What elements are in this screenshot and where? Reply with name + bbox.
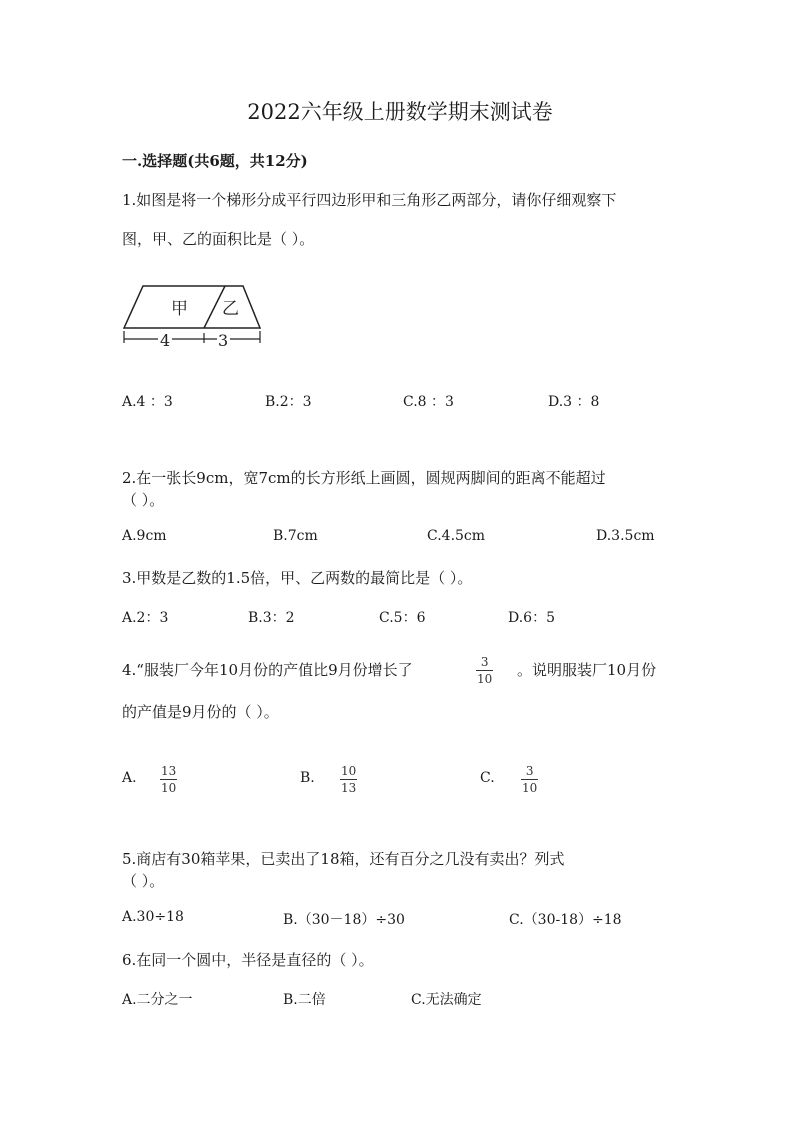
q6-option-a[interactable]: A.二分之一 (122, 992, 193, 1008)
q1-option-b[interactable]: B.2：3 (265, 394, 312, 410)
question-1-text: 1.如图是将一个梯形分成平行四边形甲和三角形乙两部分，请你仔细观察下 (122, 191, 617, 209)
fraction-numerator: 3 (525, 764, 534, 778)
trapezoid-outline (124, 286, 260, 328)
q5-option-a[interactable]: A.30÷18 (122, 909, 184, 925)
q4-option-a-label: A. (122, 770, 137, 786)
question-3-text: 3.甲数是乙数的1.5倍，甲、乙两数的最简比是（ ）。 (122, 569, 473, 587)
q5-option-c[interactable]: C.（30-18）÷18 (509, 912, 622, 928)
fraction-denominator: 10 (161, 781, 177, 795)
fraction-three-tenths (476, 655, 493, 686)
q1-option-a[interactable]: A.4 ：3 (122, 394, 173, 410)
trapezoid-figure (118, 282, 268, 352)
q5-option-b[interactable]: B.（30－18）÷30 (283, 912, 405, 928)
q4-option-c-fraction (521, 764, 538, 795)
question-5-text: 5.商店有30箱苹果，已卖出了18箱，还有百分之几没有卖出？列式 (122, 850, 565, 868)
question-4-text-continued: 的产值是9月份的（ ）。 (122, 703, 279, 721)
q4-option-c-label: C. (480, 770, 495, 786)
q4-option-a-fraction (160, 764, 177, 795)
q2-option-d[interactable]: D.3.5cm (596, 528, 655, 544)
q3-option-b[interactable]: B.3：2 (248, 610, 295, 626)
fraction-numerator: 10 (341, 764, 357, 778)
question-4-text-post: 。说明服装厂10月份 (517, 661, 657, 679)
q3-option-a[interactable]: A.2：3 (122, 610, 169, 626)
q6-option-b[interactable]: B.二倍 (283, 992, 326, 1008)
fraction-denominator: 10 (477, 672, 493, 686)
q6-option-c[interactable]: C.无法确定 (411, 992, 482, 1008)
label-jia: 甲 (171, 299, 188, 319)
q4-option-b-fraction (340, 764, 357, 795)
length-3-label: 3 (218, 331, 229, 350)
question-2-text: 2.在一张长9cm，宽7cm的长方形纸上画圆，圆规两脚间的距离不能超过 (122, 469, 606, 487)
fraction-numerator: 13 (161, 764, 177, 778)
q2-option-c[interactable]: C.4.5cm (427, 528, 486, 544)
fraction-numerator: 3 (480, 655, 489, 669)
q2-option-b[interactable]: B.7cm (273, 528, 318, 544)
question-2-text-continued: （ ）。 (122, 491, 165, 509)
fraction-denominator: 10 (522, 781, 538, 795)
q1-option-d[interactable]: D.3 ：8 (548, 394, 600, 410)
question-4-text: 4.“服装厂今年10月份的产值比9月份增长了 (122, 661, 413, 679)
fraction-denominator: 13 (341, 781, 357, 795)
q3-option-d[interactable]: D.6：5 (508, 610, 555, 626)
q1-option-c[interactable]: C.8 ：3 (403, 394, 454, 410)
q4-option-b-label: B. (300, 770, 315, 786)
section-heading: 一.选择题(共6题，共12分) (122, 152, 308, 170)
length-4-label: 4 (160, 331, 171, 350)
label-yi: 乙 (222, 299, 239, 319)
page-title: 2022六年级上册数学期末测试卷 (247, 100, 553, 124)
question-1-text-continued: 图，甲、乙的面积比是（ ）。 (122, 230, 315, 248)
question-5-text-continued: （ ）。 (122, 872, 165, 890)
q3-option-c[interactable]: C.5：6 (379, 610, 426, 626)
q2-option-a[interactable]: A.9cm (122, 528, 167, 544)
question-6-text: 6.在同一个圆中，半径是直径的（ ）。 (122, 951, 374, 969)
